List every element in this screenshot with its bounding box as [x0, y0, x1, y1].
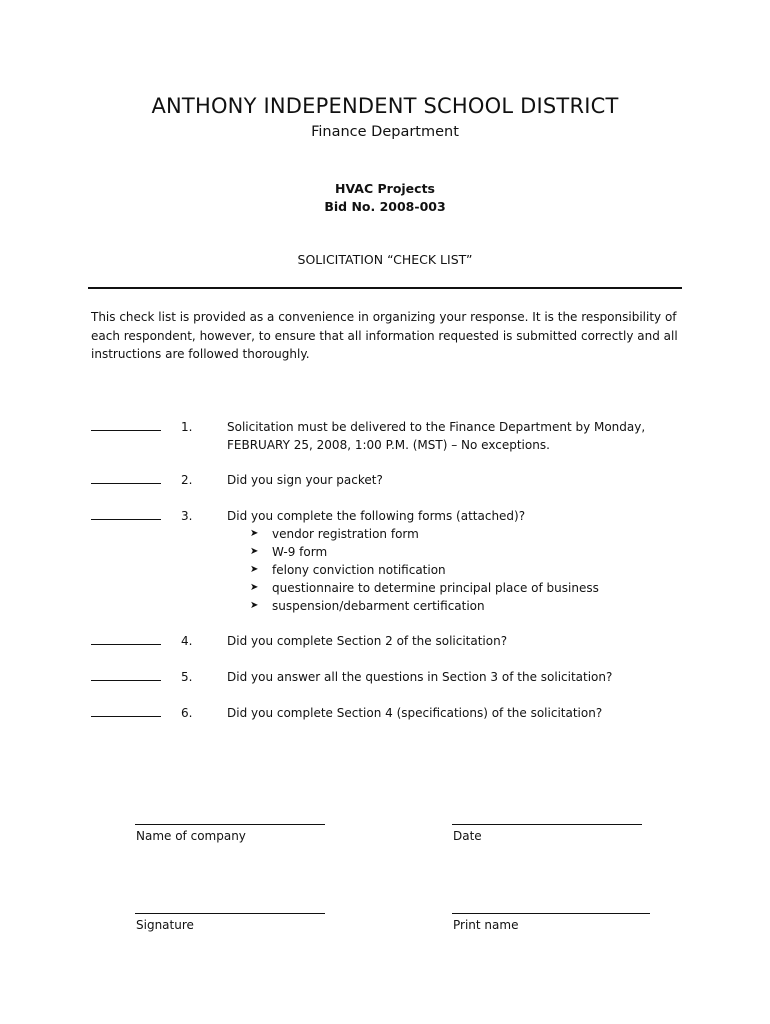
- check-blank-2[interactable]: [91, 471, 161, 484]
- signature-line[interactable]: [135, 913, 325, 914]
- company-name-line[interactable]: [135, 824, 325, 825]
- district-title: ANTHONY INDEPENDENT SCHOOL DISTRICT: [151, 94, 619, 118]
- company-name-label: Name of company: [136, 829, 246, 843]
- item-number: 3.: [181, 509, 193, 523]
- date-label: Date: [453, 829, 482, 843]
- item-text-line-1: Solicitation must be delivered to the Finance Department by Monday,: [227, 420, 646, 434]
- item-number: 2.: [181, 473, 193, 487]
- arrow-bullet-icon: ➤: [250, 528, 259, 539]
- list-item: ➤ W-9 form: [250, 545, 328, 559]
- signature-label: Signature: [136, 918, 194, 932]
- check-blank-1[interactable]: [91, 418, 161, 431]
- arrow-bullet-icon: ➤: [250, 600, 259, 611]
- print-name-line[interactable]: [452, 913, 650, 914]
- check-blank-3[interactable]: [91, 507, 161, 520]
- item-number: 5.: [181, 670, 193, 684]
- project-name: HVAC Projects: [335, 181, 435, 196]
- item-number: 1.: [181, 420, 193, 434]
- intro-paragraph: This check list is provided as a convenience in organizing your response. It is the responsibility of each respondent, however, to ensure that all information requested is submitted correctly and all instructions are followed thoroughly.: [91, 310, 678, 361]
- department-subtitle: Finance Department: [311, 124, 459, 140]
- item-text-line-2: FEBRUARY 25, 2008, 1:00 P.M. (MST) – No exceptions.: [227, 438, 550, 452]
- print-name-label: Print name: [453, 918, 519, 932]
- check-blank-6[interactable]: [91, 704, 161, 717]
- item-text: Did you complete the following forms (attached)?: [227, 509, 526, 523]
- item-text: Did you complete Section 4 (specifications) of the solicitation?: [227, 706, 603, 720]
- item-text: [227, 418, 645, 454]
- item-text: Did you complete Section 2 of the solicitation?: [227, 634, 508, 648]
- solicitation-title: SOLICITATION “CHECK LIST”: [297, 252, 473, 267]
- check-blank-4[interactable]: [91, 632, 161, 645]
- check-blank-5[interactable]: [91, 668, 161, 681]
- date-line[interactable]: [452, 824, 642, 825]
- list-item: ➤ suspension/debarment certification: [250, 599, 485, 613]
- item-text: Did you answer all the questions in Section 3 of the solicitation?: [227, 670, 613, 684]
- arrow-bullet-icon: ➤: [250, 564, 259, 575]
- arrow-bullet-icon: ➤: [250, 582, 259, 593]
- bid-number: Bid No. 2008-003: [324, 199, 446, 214]
- list-item: ➤ questionnaire to determine principal place of business: [250, 581, 599, 595]
- forms-list: [250, 525, 599, 615]
- list-item: ➤ felony conviction notification: [250, 563, 446, 577]
- arrow-bullet-icon: ➤: [250, 546, 259, 557]
- item-number: 4.: [181, 634, 193, 648]
- header-divider: [88, 287, 682, 289]
- list-item: ➤ vendor registration form: [250, 527, 419, 541]
- item-number: 6.: [181, 706, 193, 720]
- item-text: Did you sign your packet?: [227, 473, 383, 487]
